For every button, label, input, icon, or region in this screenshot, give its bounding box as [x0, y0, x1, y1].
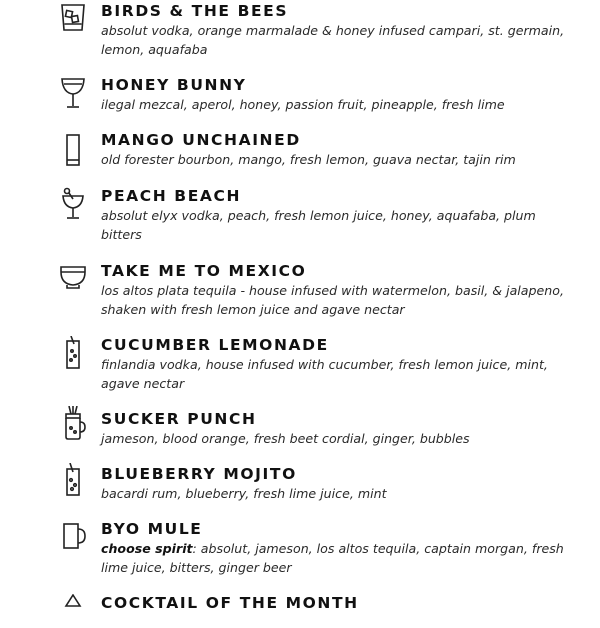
drink-name: PEACH BEACH [101, 187, 242, 205]
clay-mug-icon [60, 262, 86, 296]
drink-name: CUCUMBER LEMONADE [101, 336, 329, 354]
drink-name: HONEY BUNNY [101, 76, 247, 94]
mojito-glass-icon [60, 463, 86, 497]
garnished-coupe-icon [60, 187, 86, 221]
drink-description: absolut elyx vodka, peach, fresh lemon juice, honey, aquafaba, plum bitters [101, 208, 536, 242]
spirit-options: : absolut, jameson, los altos tequila, captain morgan, fresh lime juice, bitters, ginger beer [101, 541, 564, 575]
drink-name: BYO MULE [101, 520, 203, 538]
drink-description: old forester bourbon, mango, fresh lemon, guava nectar, tajin rim [101, 152, 516, 167]
drink-description: finlandia vodka, house infused with cucumber, fresh lemon juice, mint, agave nectar [101, 357, 548, 391]
mason-jar-icon [60, 406, 86, 440]
drink-description: jameson, blood orange, fresh beet cordial, ginger, bubbles [101, 431, 470, 446]
drink-description: absolut vodka, orange marmalade & honey infused campari, st. germain, lemon, aquafaba [101, 23, 565, 57]
drink-name: SUCKER PUNCH [101, 410, 257, 428]
drink-name: TAKE ME TO MEXICO [101, 262, 307, 280]
collins-glass-icon [60, 336, 86, 370]
highball-glass-icon [60, 133, 86, 167]
drink-description [101, 540, 571, 577]
drink-name: BIRDS & THE BEES [101, 2, 289, 20]
drink-description: ilegal mezcal, aperol, honey, passion fruit, pineapple, fresh lime [101, 97, 505, 112]
coupe-glass-icon [60, 76, 86, 110]
mule-mug-icon [60, 522, 86, 556]
drink-name: BLUEBERRY MOJITO [101, 465, 297, 483]
drink-description: bacardi rum, blueberry, fresh lime juice, mint [101, 486, 387, 501]
drink-name: COCKTAIL OF THE MONTH [101, 594, 359, 612]
drink-name: MANGO UNCHAINED [101, 131, 301, 149]
rocks-glass-icon [60, 2, 86, 36]
choose-spirit-label: choose spirit [101, 541, 193, 556]
drink-description: los altos plata tequila - house infused with watermelon, basil, & jalapeno, shaken with fresh lemon juice and agave nectar [101, 283, 564, 317]
martini-glass-icon [60, 594, 86, 628]
